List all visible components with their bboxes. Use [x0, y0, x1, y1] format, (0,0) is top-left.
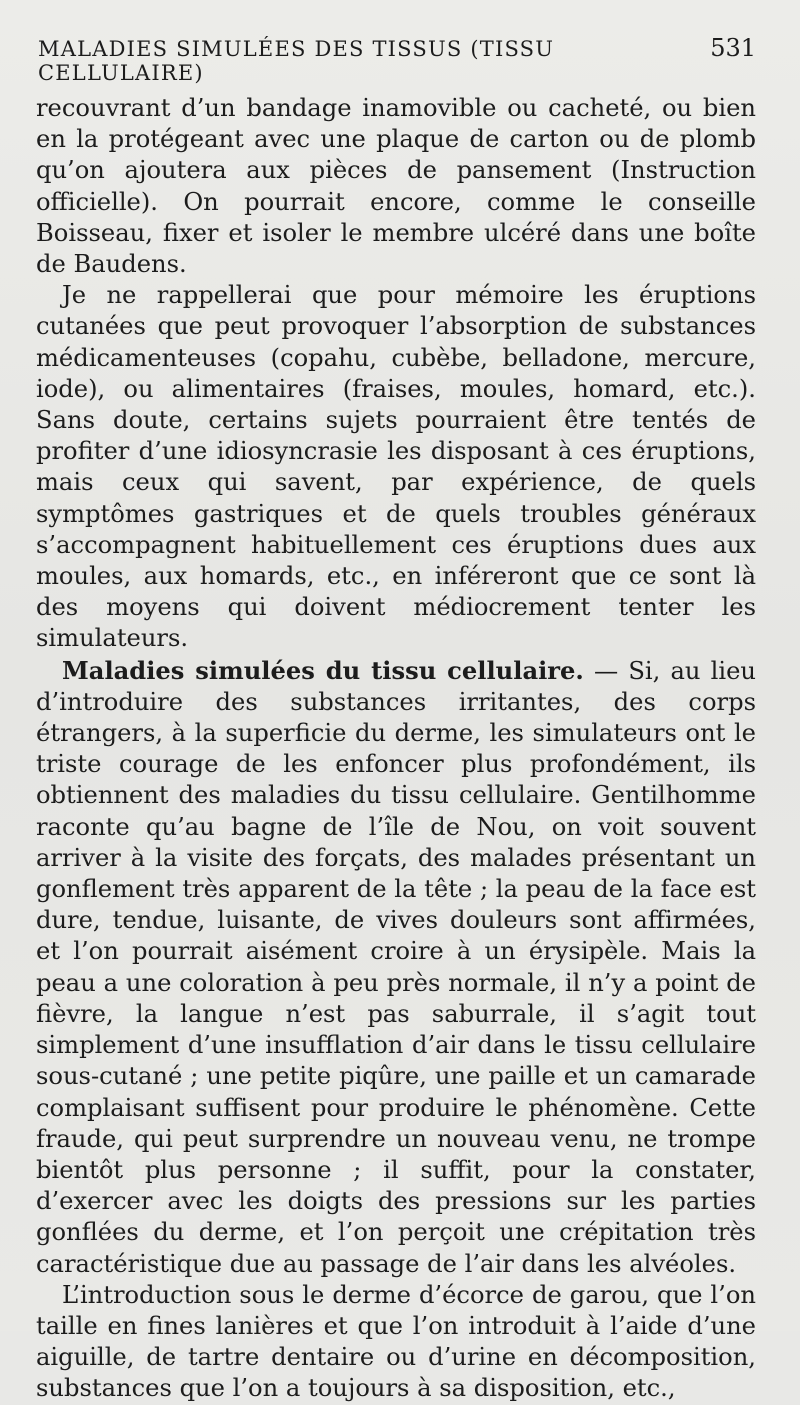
- section-heading: Maladies simulées du tissu cellulaire.: [62, 655, 584, 685]
- running-title: MALADIES SIMULÉES DES TISSUS (TISSU CELLULAIRE): [38, 37, 555, 85]
- running-head: [36, 34, 756, 85]
- paragraph-continued: recouvrant d’un bandage inamovible ou cacheté, ou bien en la protégeant avec une plaque de carton ou de plomb qu’on ajoutera aux pièces de pansement (Instruction officielle). On pourrait encore, comme le conseille Boisseau, fixer et isoler le membre ulcéré dans une boîte de Baudens.: [36, 94, 756, 279]
- paragraph-eruptions: Je ne rappellerai que pour mémoire les éruptions cutanées que peut provoquer l’absorption de substances médicamenteuses (copahu, cubèbe, belladone, mercure, iode), ou alimentaires (fraises, moules, homard, etc.). Sans doute, certains sujets pourraient être tentés de profiter d’une idiosyncrasie les disposant à ces éruptions, mais ceux qui savent, par expérience, de quels symptômes gastriques et de quels troubles généraux s’accompagnent habituellement ces éruptions dues aux moules, aux homards, etc., en inféreront que ce sont là des moyens qui doivent médiocrement tenter les simulateurs.: [36, 281, 756, 653]
- page-number: 531: [710, 34, 756, 62]
- paragraph-garou: L’introduction sous le derme d’écorce de garou, que l’on taille en fines lanières et que l’on introduit à l’aide d’une aiguille, de tartre dentaire ou d’urine en décomposition, substances que l’on a toujours à sa disposition, etc.,: [36, 1280, 756, 1403]
- paragraph-tissu-cellulaire: [36, 655, 756, 1280]
- body-text: [36, 93, 756, 1405]
- section-text: — Si, au lieu d’introduire des substances irritantes, des corps étrangers, à la superficie du derme, les simulateurs ont le triste courage de les enfoncer plus profondément, ils obtiennent des maladies du tissu cellulaire. Gentilhomme raconte qu’au bagne de l’île de Nou, on voit souvent arriver à la visite des forçats, des malades présentant un gonflement très apparent de la tête ; la peau de la face est dure, tendue, luisante, de vives douleurs sont affirmées, et l’on pourrait aisément croire à un érysipèle. Mais la peau a une coloration à peu près normale, il n’y a point de fièvre, la langue n’est pas saburrale, il s’agit tout simplement d’une insufflation d’air dans le tissu cellulaire sous-cutané ; une petite piqûre, une paille et un camarade complaisant suffisent pour produire le phénomène. Cette fraude, qui peut surprendre un nouveau venu, ne trompe bientôt plus personne ; il suffit, pour la constater, d’exercer avec les doigts des pressions sur les parties gonflées du derme, et l’on perçoit une crépitation très caractéristique due au passage de l’air dans les alvéoles.: [36, 656, 756, 1278]
